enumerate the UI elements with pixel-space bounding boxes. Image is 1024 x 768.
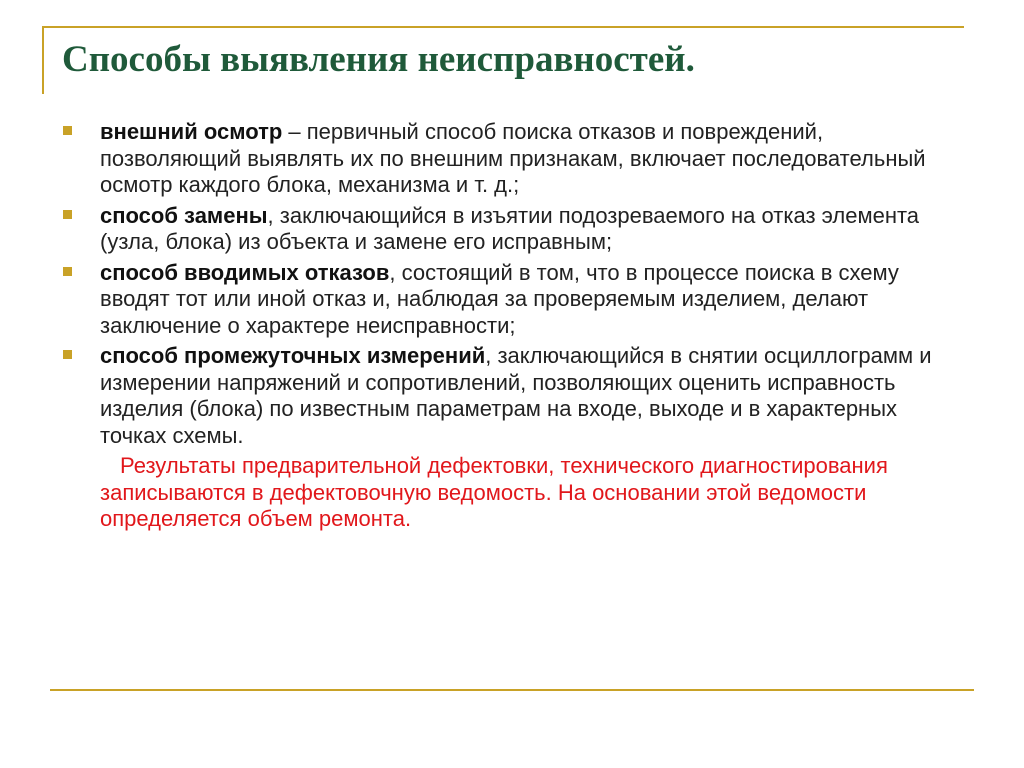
bottom-divider-line xyxy=(50,689,974,691)
slide-content xyxy=(62,119,962,533)
square-bullet-icon xyxy=(63,126,72,135)
bullet-item-replacement-method xyxy=(62,203,962,256)
bullet-item-introduced-faults-method xyxy=(62,260,962,340)
bullet-item-intermediate-measurements-method xyxy=(62,343,962,449)
square-bullet-icon xyxy=(63,350,72,359)
bullet-item-external-inspection xyxy=(62,119,962,199)
bullet-term: способ замены xyxy=(100,202,268,228)
bullet-text: – первичный способ поиска отказов и повреждений, позволяющий выявлять их по внешним признакам, включает последовательный осмотр каждого блока, механизма и т. д.; xyxy=(100,119,926,197)
bullet-list xyxy=(62,119,962,449)
square-bullet-icon xyxy=(63,267,72,276)
bullet-term: способ промежуточных измерений xyxy=(100,343,486,368)
title-frame-left-line xyxy=(42,26,44,94)
title-frame-top-line xyxy=(42,26,964,28)
bullet-term: внешний осмотр xyxy=(100,119,283,144)
summary-note: Результаты предварительной дефектовки, технического диагностирования записываются в дефектовочную ведомость. На основании этой ведомости определяется объем ремонта. xyxy=(100,453,888,531)
bullet-text: , заключающийся в снятии осциллограмм и измерении напряжений и сопротивлений, позволяющих оценить исправность изделия (блока) по известным параметрам на входе, выходе и в характерных точках схемы. xyxy=(100,343,932,448)
bullet-text: , заключающийся в изъятии подозреваемого на отказ элемента (узла, блока) из объекта и замене его исправным; xyxy=(100,202,920,254)
square-bullet-icon xyxy=(63,210,72,219)
bullet-term: способ вводимых отказов xyxy=(100,259,390,285)
bullet-text: , состоящий в том, что в процессе поиска в схему вводят тот или иной отказ и, наблюдая за проверяемым изделием, делают заключение о характере неисправности; xyxy=(100,259,899,338)
slide-title: Способы выявления неисправностей. xyxy=(62,39,695,80)
